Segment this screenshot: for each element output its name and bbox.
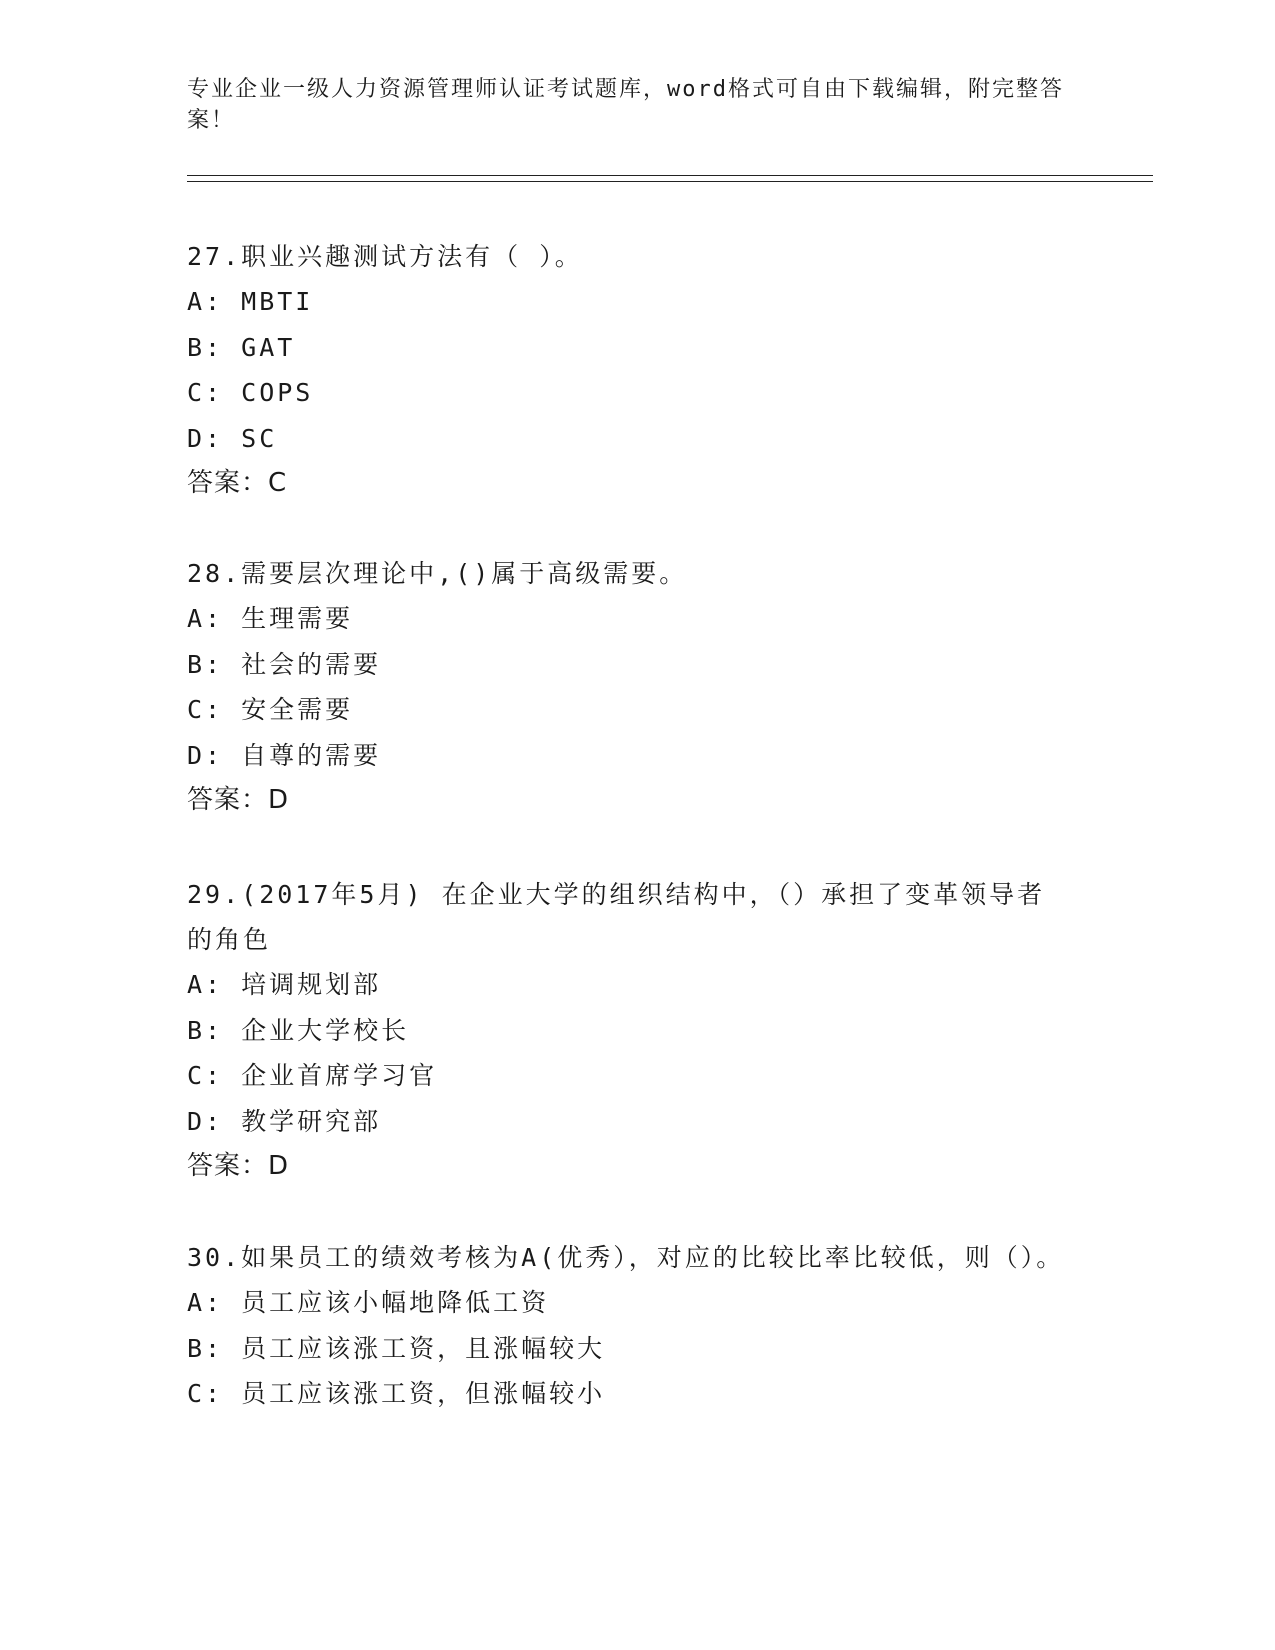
question-28 <box>187 551 1067 823</box>
option-a: A: 培调规划部 <box>187 970 382 999</box>
question-30 <box>187 1235 1067 1417</box>
answer-line: 答案：C <box>187 468 288 498</box>
option-d: D: 自尊的需要 <box>187 740 382 770</box>
answer-line: 答案：D <box>187 785 290 815</box>
option-a: A: 员工应该小幅地降低工资 <box>187 1288 550 1317</box>
option-a: A: 生理需要 <box>187 604 354 633</box>
header-divider-top <box>187 175 1153 176</box>
question-27 <box>187 234 1067 506</box>
question-stem: 27.职业兴趣测试方法有（ ）。 <box>187 242 583 271</box>
option-c: C: COPS <box>187 378 314 407</box>
question-stem: 30.如果员工的绩效考核为A(优秀），对应的比较比率比较低，则（）。 <box>187 1243 1065 1272</box>
option-d: D: 教学研究部 <box>187 1106 382 1136</box>
option-b: B: 社会的需要 <box>187 649 382 679</box>
option-c: C: 企业首席学习官 <box>187 1061 438 1090</box>
option-c: C: 员工应该涨工资，但涨幅较小 <box>187 1379 606 1408</box>
option-c: C: 安全需要 <box>187 695 354 724</box>
question-29 <box>187 872 1067 1189</box>
option-d: D: SC <box>187 423 278 453</box>
document-header-text: 专业企业一级人力资源管理师认证考试题库，word格式可自由下载编辑，附完整答案！ <box>187 77 1064 133</box>
header-divider-bottom <box>187 181 1153 182</box>
answer-line: 答案：D <box>187 1151 290 1181</box>
question-stem: 29.(2017年5月) 在企业大学的组织结构中，（）承担了变革领导者的角色 <box>187 880 1046 954</box>
option-a: A: MBTI <box>187 287 314 316</box>
option-b: B: 员工应该涨工资，且涨幅较大 <box>187 1333 606 1363</box>
question-stem: 28.需要层次理论中,()属于高级需要。 <box>187 559 688 588</box>
option-b: B: 企业大学校长 <box>187 1015 410 1045</box>
option-b: B: GAT <box>187 332 296 362</box>
